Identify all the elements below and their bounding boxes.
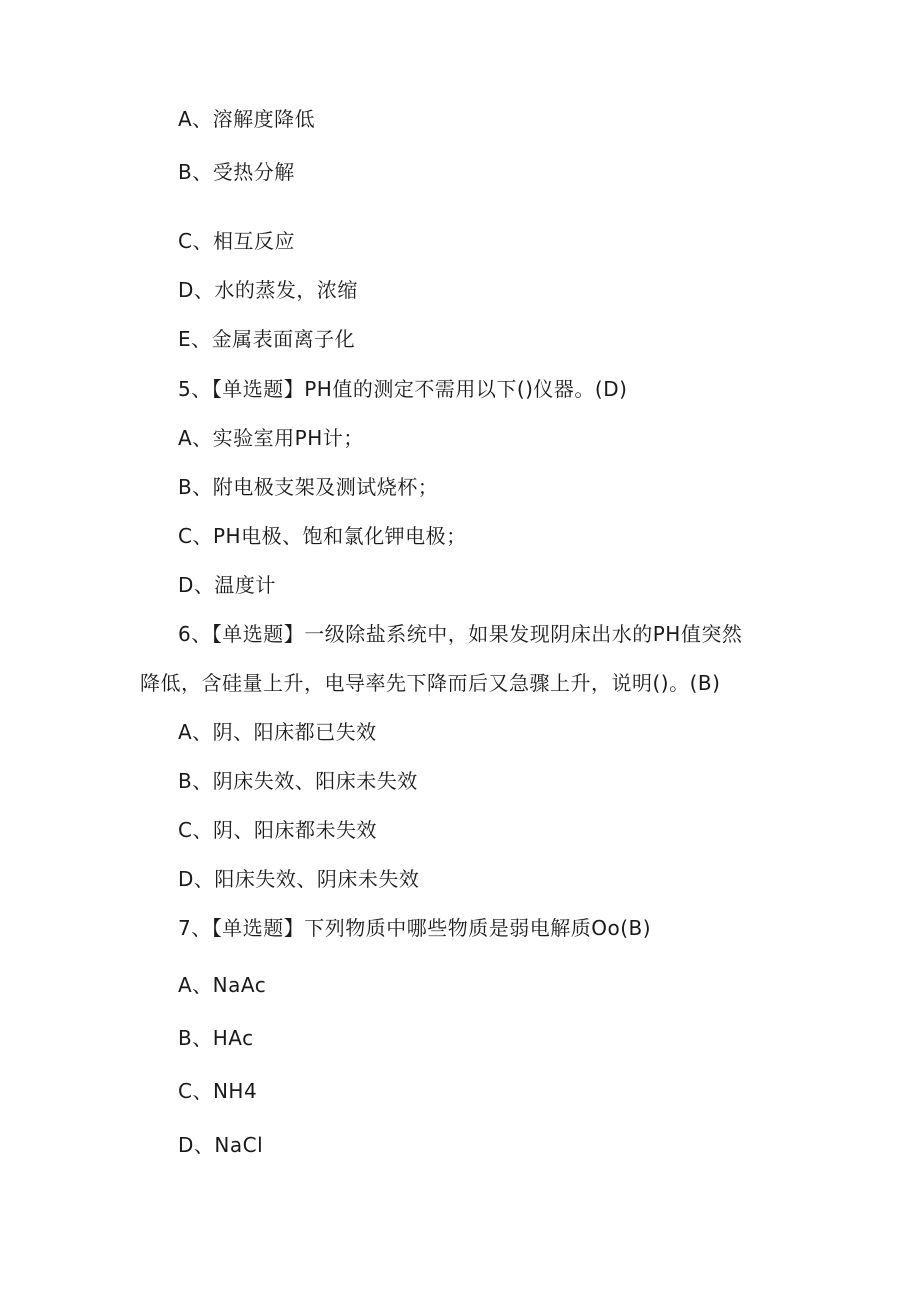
option-c-q6: C、阴、阳床都未失效	[178, 818, 377, 842]
option-b-q6: B、阴床失效、阳床未失效	[178, 769, 418, 793]
question-5: 5、【单选题】PH值的测定不需用以下()仪器。(D)	[178, 377, 628, 401]
option-b-q4: B、受热分解	[178, 160, 295, 184]
option-b-q7: B、HAc	[178, 1026, 254, 1050]
option-d-q6: D、阳床失效、阴床未失效	[178, 867, 420, 891]
option-c-q4: C、相互反应	[178, 229, 295, 253]
option-a-q7: A、NaAc	[178, 973, 267, 997]
option-c-q7: C、NH4	[178, 1079, 258, 1103]
option-a-q6: A、阴、阳床都已失效	[178, 720, 377, 744]
option-a-q4: A、溶解度降低	[178, 107, 316, 131]
option-e-q4: E、金属表面离子化	[178, 327, 356, 351]
option-b-q5: B、附电极支架及测试烧杯；	[178, 475, 439, 499]
question-6-line2: 降低，含硅量上升，电导率先下降而后又急骤上升，说明()。(B)	[140, 671, 721, 695]
option-d-q5: D、温度计	[178, 573, 276, 597]
option-d-q7: D、NaCl	[178, 1133, 264, 1157]
option-d-q4: D、水的蒸发，浓缩	[178, 278, 358, 302]
question-7: 7、【单选题】下列物质中哪些物质是弱电解质Oo(B)	[178, 916, 652, 940]
question-6-line1: 6、【单选题】一级除盐系统中，如果发现阴床出水的PH值突然	[178, 622, 743, 646]
option-a-q5: A、实验室用PH计；	[178, 426, 364, 450]
option-c-q5: C、PH电极、饱和氯化钾电极；	[178, 524, 467, 548]
